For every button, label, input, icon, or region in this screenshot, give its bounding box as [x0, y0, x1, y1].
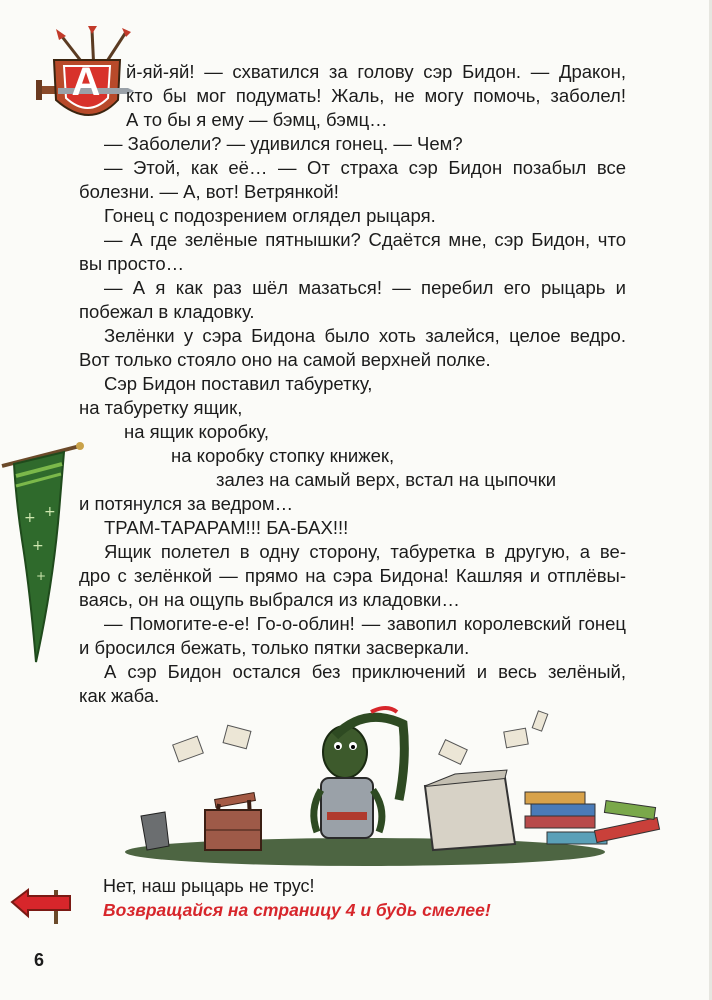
story-line-11: побежал в кладовку.	[79, 301, 255, 322]
svg-text:+: +	[44, 504, 56, 520]
story-line-24: — Помогите-е-е! Го-о-облин! — завопил королевский гонец	[104, 613, 626, 634]
story-line-14: Сэр Бидон поставил табуретку,	[104, 373, 373, 394]
return-to-page-link[interactable]: Возвращайся на страницу 4 и будь смелее!	[103, 900, 491, 920]
story-line-18: залез на самый верх, встал на цыпочки	[216, 469, 557, 490]
story-line-25: и бросился бежать, только пятки засверкали.	[79, 637, 470, 658]
story-line-16: на ящик коробку,	[124, 421, 270, 442]
knight-mess-illustration	[95, 700, 685, 870]
story-line-10: — А я как раз шёл мазаться! — перебил его рыцарь и	[104, 277, 626, 298]
story-line-7: Гонец с подозрением оглядел рыцаря.	[104, 205, 436, 226]
story-line-2: кто бы мог подумать! Жаль, не могу помочь, заболел!	[126, 85, 626, 106]
dropcap-letter: А	[71, 59, 101, 104]
story-line-26: А сэр Бидон остался без приключений и весь зелёный,	[104, 661, 626, 682]
story-line-21: Ящик полетел в одну сторону, табуретка в другую, а ве-	[104, 541, 626, 562]
story-line-6: болезни. — А, вот! Ветрянкой!	[79, 181, 339, 202]
story-line-23: ваясь, он на ощупь выбрался из кладовки…	[79, 589, 460, 610]
page-number: 6	[34, 950, 45, 970]
story-line-22: дро с зелёнкой — прямо на сэра Бидона! Кашляя и отплёвы-	[79, 565, 626, 586]
story-line-3: А то бы я ему — бэмц, бэмц…	[126, 109, 388, 130]
story-line-12: Зелёнки у сэра Бидона было хоть залейся, целое ведро.	[104, 325, 626, 346]
story-line-17: на коробку стопку книжек,	[171, 445, 395, 466]
story-line-9: вы просто…	[79, 253, 185, 274]
story-line-1: й-яй-яй! — схватился за голову сэр Бидон. — Дракон,	[126, 61, 626, 82]
svg-text:+: +	[36, 569, 47, 583]
footer-statement: Нет, наш рыцарь не трус!	[103, 876, 315, 896]
svg-text:+: +	[24, 510, 36, 526]
back-arrow-sign-icon[interactable]	[8, 884, 74, 926]
svg-text:+: +	[32, 538, 44, 554]
dropcap-shield-icon	[30, 26, 134, 130]
story-line-15: на табуретку ящик,	[79, 397, 243, 418]
story-line-13: Вот только стояло оно на самой верхней полке.	[79, 349, 491, 370]
story-line-27: как жаба.	[79, 685, 160, 706]
green-banner-icon	[0, 430, 100, 670]
story-line-4: — Заболели? — удивился гонец. — Чем?	[104, 133, 463, 154]
story-line-20: ТРАМ-ТАРАРАМ!!! БА-БАХ!!!	[104, 517, 349, 538]
story-line-5: — Этой, как её… — От страха сэр Бидон позабыл все	[104, 157, 626, 178]
story-line-19: и потянулся за ведром…	[79, 493, 294, 514]
story-line-8: — А где зелёные пятнышки? Сдаётся мне, сэр Бидон, что	[104, 229, 626, 250]
